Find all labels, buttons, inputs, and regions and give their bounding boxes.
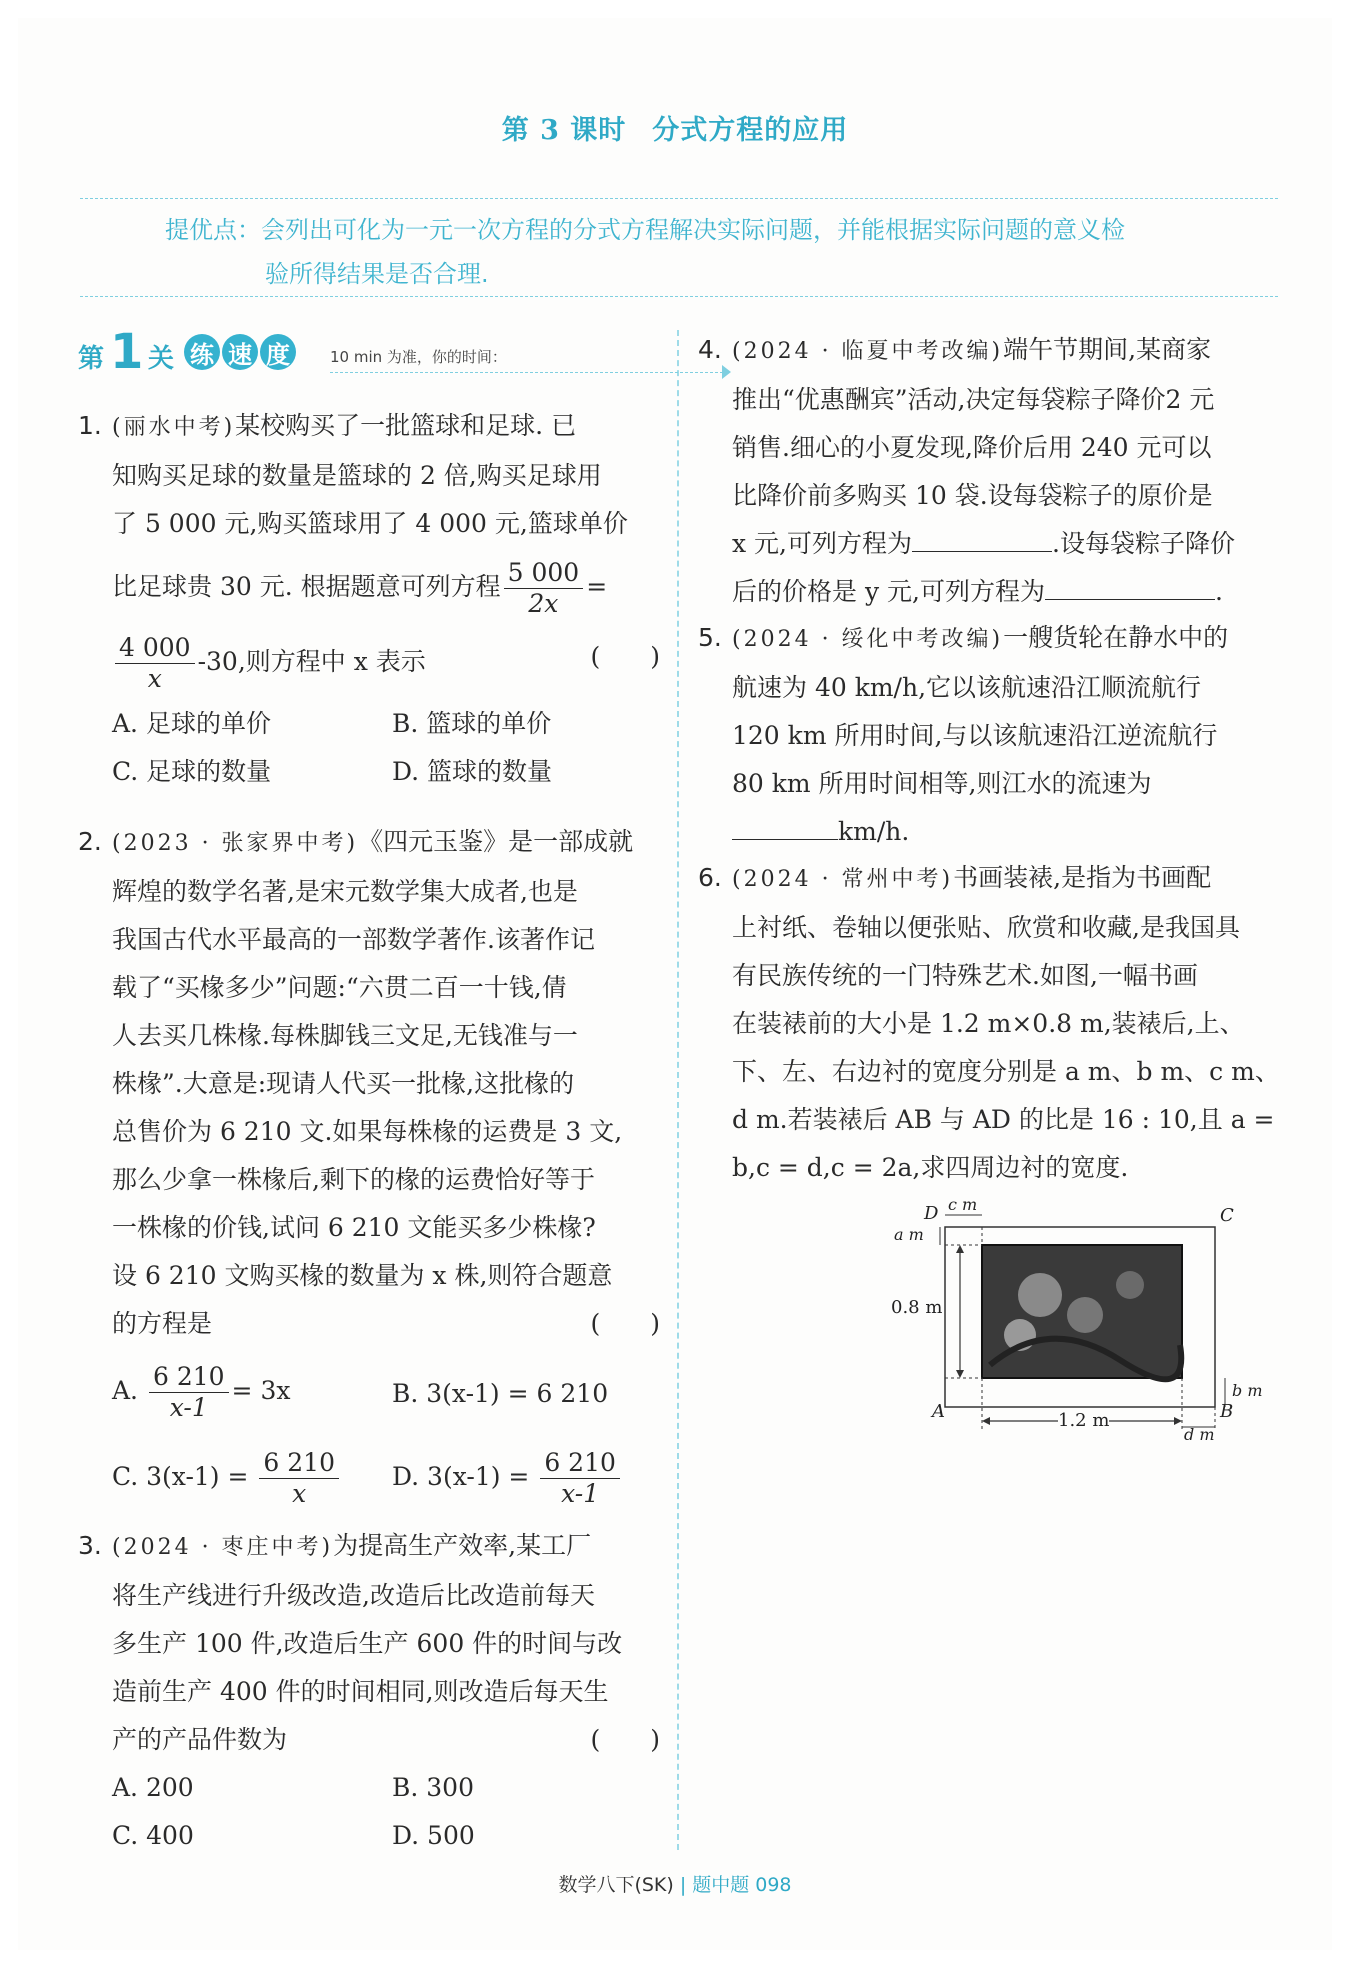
- question-source: (2024 · 常州中考): [732, 867, 954, 892]
- question-text: .: [1214, 577, 1223, 606]
- question-text: 为提高生产效率,某工厂: [333, 1531, 592, 1560]
- unit-text: km/h.: [838, 817, 910, 846]
- question-number: 3.: [78, 1531, 102, 1560]
- option-d: D. 篮球的数量: [392, 757, 553, 786]
- speed-badge: [184, 334, 296, 370]
- option-rest: = 3x: [231, 1376, 291, 1405]
- column-divider: [677, 330, 679, 1850]
- question-1: [78, 402, 660, 796]
- denominator: 2x: [528, 589, 559, 618]
- answer-bracket: ( ): [590, 1309, 660, 1338]
- question-number: 4.: [698, 335, 722, 364]
- mounting-figure: [880, 1195, 1280, 1445]
- question-source: (2024 · 绥化中考改编): [732, 627, 1004, 652]
- option-a: [112, 1362, 392, 1426]
- level-number: 1: [110, 324, 144, 380]
- question-text: 知购买足球的数量是篮球的 2 倍,购买足球用: [112, 461, 602, 490]
- question-text: 载了“买椽多少”问题:“六贯二百一十钱,倩: [112, 973, 567, 1002]
- question-text: 比降价前多购买 10 袋.设每袋粽子的原价是: [732, 481, 1213, 510]
- question-text: 比足球贵 30 元. 根据题意可列方程: [112, 572, 501, 601]
- question-text: 80 km 所用时间相等,则江水的流速为: [732, 769, 1152, 798]
- label-a: A: [932, 1401, 945, 1422]
- label-height: 0.8 m: [891, 1297, 943, 1318]
- label-c: C: [1220, 1205, 1234, 1226]
- label-cm: c m: [948, 1195, 978, 1214]
- painting-flower: [1018, 1273, 1062, 1317]
- label-d: D: [924, 1203, 939, 1224]
- question-text: 了 5 000 元,购买篮球用了 4 000 元,篮球单价: [112, 509, 628, 538]
- answer-blank[interactable]: [1045, 571, 1215, 600]
- question-text: 的方程是: [112, 1309, 213, 1338]
- question-text: 一艘货轮在静水中的: [1003, 623, 1229, 652]
- divider-top: [80, 198, 1278, 199]
- option-c: [112, 1448, 392, 1509]
- answer-bracket: ( ): [590, 1725, 660, 1754]
- question-text: -30,则方程中 x 表示: [197, 647, 426, 676]
- question-4: [698, 326, 1284, 616]
- question-6: [698, 854, 1284, 1192]
- answer-blank[interactable]: [912, 523, 1052, 552]
- painting-flower: [1116, 1271, 1144, 1299]
- tip-text-cont: 验所得结果是否合理.: [265, 260, 489, 288]
- option-c: C. 足球的数量: [112, 757, 272, 786]
- numerator: 6 210: [149, 1362, 229, 1393]
- tip-text: 会列出可化为一元一次方程的分式方程解决实际问题，并能根据实际问题的意义检: [261, 216, 1125, 244]
- question-text: 在装裱前的大小是 1.2 m×0.8 m,装裱后,上、: [732, 1009, 1245, 1038]
- label-b: B: [1220, 1401, 1234, 1422]
- numerator: 6 210: [259, 1448, 339, 1479]
- question-3: [78, 1522, 660, 1860]
- question-text: .设每袋粽子降价: [1052, 529, 1235, 558]
- numerator: 6 210: [540, 1448, 620, 1479]
- fraction: [149, 1362, 229, 1423]
- fraction: [259, 1448, 339, 1509]
- question-text: 《四元玉鉴》是一部成就: [358, 827, 634, 856]
- tip-box: [165, 208, 1225, 296]
- badge-char: 练: [184, 334, 220, 370]
- option-label: A.: [112, 1376, 139, 1405]
- painting-flower: [1067, 1297, 1103, 1333]
- page-footer: [0, 1870, 1350, 1897]
- label-width: 1.2 m: [1058, 1410, 1110, 1431]
- question-source: (丽水中考): [112, 415, 236, 440]
- question-text: 我国古代水平最高的一部数学著作.该著作记: [112, 925, 595, 954]
- question-number: 2.: [78, 827, 102, 856]
- level-prefix: 第: [78, 344, 105, 374]
- answer-blank[interactable]: [732, 811, 838, 840]
- question-5: [698, 614, 1284, 856]
- label-dm: d m: [1184, 1425, 1215, 1444]
- denominator: x: [292, 1479, 307, 1508]
- fraction: [115, 633, 195, 694]
- badge-char: 速: [222, 334, 258, 370]
- lesson-title: 分式方程的应用: [652, 115, 849, 146]
- option-a: A. 200: [112, 1773, 194, 1802]
- page-number: 题中题 098: [692, 1874, 792, 1896]
- denominator: x-1: [169, 1393, 208, 1422]
- option-b: B. 300: [392, 1773, 474, 1802]
- question-text: 书画装裱,是指为书画配: [953, 863, 1212, 892]
- question-text: 造前生产 400 件的时间相同,则改造后每天生: [112, 1677, 609, 1706]
- question-text: 那么少拿一株椽后,剩下的椽的运费恰好等于: [112, 1165, 595, 1194]
- question-text: 销售.细心的小夏发现,降价后用 240 元可以: [732, 433, 1212, 462]
- label-bm: b m: [1232, 1381, 1263, 1400]
- badge-char: 度: [260, 334, 296, 370]
- question-text: 端午节期间,某商家: [1003, 335, 1212, 364]
- question-text: 某校购买了一批篮球和足球. 已: [235, 411, 577, 440]
- question-2: [78, 818, 660, 1509]
- time-line: [330, 372, 728, 373]
- question-source: (2024 · 枣庄中考): [112, 1535, 334, 1560]
- denominator: x: [147, 664, 162, 693]
- question-text: 人去买几株椽.每株脚钱三文足,无钱准与一: [112, 1021, 578, 1050]
- question-number: 5.: [698, 623, 722, 652]
- question-number: 6.: [698, 863, 722, 892]
- label-am: a m: [894, 1225, 924, 1244]
- question-text: 辉煌的数学名著,是宋元数学集大成者,也是: [112, 877, 578, 906]
- question-text: 一株椽的价钱,试问 6 210 文能买多少株椽?: [112, 1213, 596, 1242]
- divider-tip: [80, 296, 1278, 297]
- question-source: (2023 · 张家界中考): [112, 831, 359, 856]
- question-text: 120 km 所用时间,与以该航速沿江逆流航行: [732, 721, 1218, 750]
- option-a: A. 足球的单价: [112, 709, 271, 738]
- question-text: 设 6 210 文购买椽的数量为 x 株,则符合题意: [112, 1261, 613, 1290]
- level-suffix: 关: [148, 344, 175, 374]
- option-d: [392, 1448, 672, 1509]
- question-text: 后的价格是 y 元,可列方程为: [732, 577, 1045, 606]
- answer-bracket: ( ): [590, 642, 660, 671]
- numerator: 4 000: [115, 633, 195, 664]
- time-note: 10 min 为准，你的时间：: [330, 348, 507, 366]
- option-label: D. 3(x-1) =: [392, 1462, 530, 1491]
- book-name: 数学八下(SK): [558, 1874, 674, 1896]
- option-b: B. 3(x-1) = 6 210: [392, 1379, 609, 1408]
- question-text: 株椽”.大意是:现请人代买一批椽,这批椽的: [112, 1069, 575, 1098]
- question-text: x 元,可列方程为: [732, 529, 912, 558]
- footer-separator: |: [679, 1874, 687, 1896]
- numerator: 5 000: [504, 558, 584, 589]
- option-label: C. 3(x-1) =: [112, 1462, 249, 1491]
- question-text: 多生产 100 件,改造后生产 600 件的时间与改: [112, 1629, 623, 1658]
- question-text: 将生产线进行升级改造,改造后比改造前每天: [112, 1581, 595, 1610]
- tip-label: 提优点：: [165, 216, 261, 244]
- denominator: x-1: [561, 1479, 600, 1508]
- fraction: [504, 558, 584, 619]
- question-text: b,c = d,c = 2a,求四周边衬的宽度.: [732, 1153, 1129, 1182]
- fraction: [540, 1448, 620, 1509]
- question-source: (2024 · 临夏中考改编): [732, 339, 1004, 364]
- lesson-number: 第 3 课时: [501, 115, 627, 146]
- level-header: [78, 324, 660, 380]
- option-d: D. 500: [392, 1821, 475, 1850]
- question-text: 有民族传统的一门特殊艺术.如图,一幅书画: [732, 961, 1198, 990]
- question-text: d m.若装裱后 AB 与 AD 的比是 16 : 10,且 a =: [732, 1105, 1275, 1134]
- question-text: 上衬纸、卷轴以便张贴、欣赏和收藏,是我国具: [732, 913, 1240, 942]
- option-b: B. 篮球的单价: [392, 709, 552, 738]
- question-number: 1.: [78, 411, 102, 440]
- question-text: 产的产品件数为: [112, 1725, 288, 1754]
- question-text: 航速为 40 km/h,它以该航速沿江顺流航行: [732, 673, 1202, 702]
- question-text: 总售价为 6 210 文.如果每株椽的运费是 3 文,: [112, 1117, 623, 1146]
- equals-sign: =: [586, 572, 608, 601]
- question-text: 下、左、右边衬的宽度分别是 a m、b m、c m、: [732, 1057, 1280, 1086]
- question-text: 推出“优惠酬宾”活动,决定每袋粽子降价2 元: [732, 385, 1215, 414]
- page-title: [0, 108, 1350, 147]
- option-c: C. 400: [112, 1821, 194, 1850]
